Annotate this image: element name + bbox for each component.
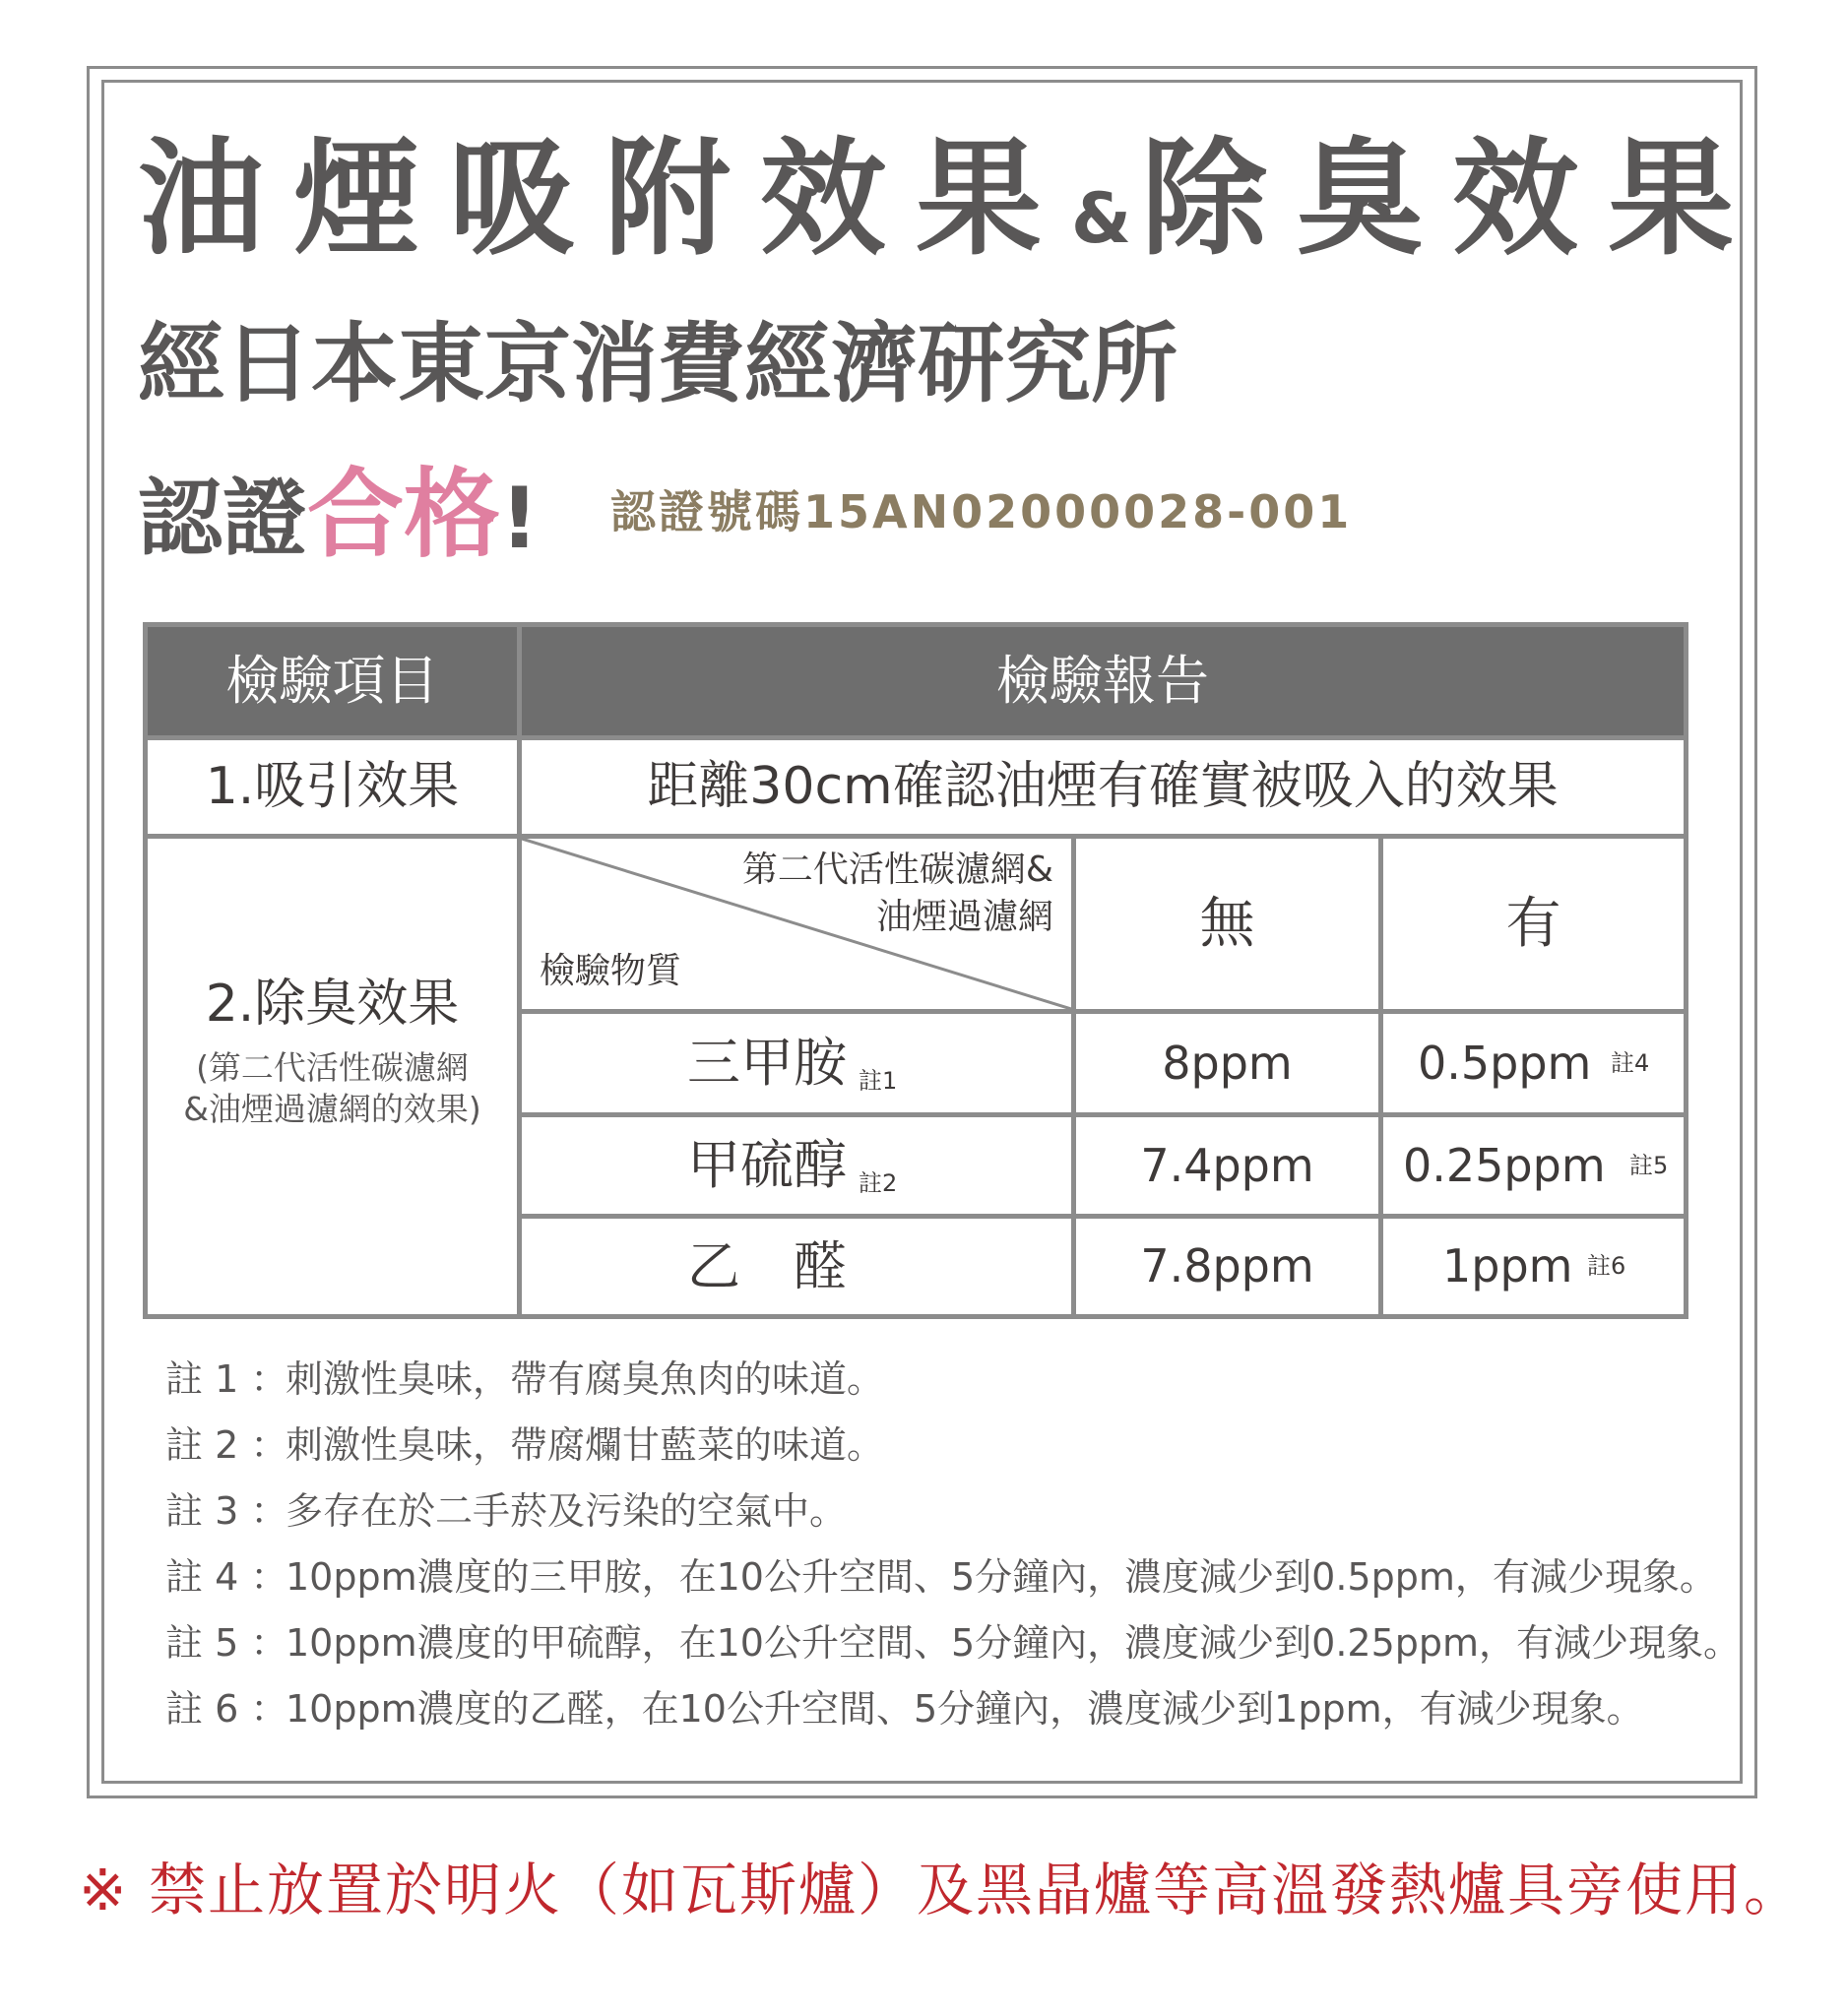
footnotes	[165, 1347, 1741, 1742]
cert-exclaim: !	[500, 470, 540, 568]
title-part2: 除臭效果	[1141, 126, 1764, 273]
footnote	[165, 1676, 1741, 1742]
substance-name: 三甲胺 註1	[687, 1032, 898, 1095]
value-without: 7.8ppm	[1140, 1239, 1314, 1292]
substance-name: 甲硫醇 註2	[687, 1134, 898, 1197]
subtitle: 經日本東京消費經濟研究所	[138, 313, 1178, 414]
substance-note: 註1	[859, 1067, 898, 1095]
cert-prefix: 認證	[138, 470, 307, 568]
title-part1: 油煙吸附效果	[138, 126, 1072, 273]
row1-result: 距離30cm確認油煙有確實被吸入的效果	[647, 757, 1559, 816]
footnote-label: 註 3 ：	[165, 1489, 288, 1533]
title-ampersand: &	[1071, 178, 1142, 259]
footnote-label: 註 1 ：	[165, 1357, 288, 1401]
footnote-text: 10ppm濃度的乙醛，在10公升空間、5分鐘內，濃度減少到1ppm，有減少現象。	[286, 1687, 1644, 1731]
cert-pass-highlight: 合格	[307, 459, 501, 571]
footnote-label: 註 4 ：	[165, 1555, 288, 1599]
certification-line	[138, 461, 539, 569]
footnote-text: 10ppm濃度的甲硫醇，在10公升空間、5分鐘內，濃度減少到0.25ppm，有減少現象。	[286, 1621, 1742, 1665]
value-with: 1ppm	[1442, 1239, 1573, 1292]
footnote-text: 刺激性臭味，帶腐爛甘藍菜的味道。	[286, 1423, 885, 1467]
header-item: 檢驗項目	[148, 627, 517, 735]
diag-top-line1: 第二代活性碳濾網&	[741, 850, 1053, 890]
footnote-label: 註 6 ：	[165, 1687, 288, 1731]
value-with-note: 註6	[1587, 1252, 1626, 1280]
value-with: 0.25ppm	[1403, 1139, 1606, 1192]
row1-item: 1.吸引效果	[205, 757, 460, 816]
warning-text: ※ 禁止放置於明火（如瓦斯爐）及黑晶爐等高溫發熱爐具旁使用。	[79, 1857, 1804, 1923]
page-title	[138, 126, 1763, 274]
substance-note: 註2	[859, 1169, 898, 1197]
diag-top-line2: 油煙過濾網	[875, 897, 1053, 937]
footnote	[165, 1610, 1741, 1676]
value-without: 8ppm	[1162, 1037, 1293, 1090]
footnote-text: 10ppm濃度的三甲胺，在10公升空間、5分鐘內，濃度減少到0.5ppm，有減少現象。	[286, 1555, 1717, 1599]
value-with-note: 註4	[1611, 1049, 1650, 1077]
footnote	[165, 1479, 1741, 1544]
substance-name: 乙 醛	[687, 1235, 847, 1297]
row2-item-note-line1: (第二代活性碳濾網	[196, 1048, 469, 1087]
diag-bottom: 檢驗物質	[540, 951, 682, 991]
col-without: 無	[1199, 892, 1255, 956]
footnote	[165, 1347, 1741, 1413]
footnote-label: 註 5 ：	[165, 1621, 288, 1665]
footnote-label: 註 2 ：	[165, 1423, 288, 1467]
footnote-text: 多存在於二手菸及污染的空氣中。	[286, 1489, 848, 1533]
cert-number: 認證號碼15AN02000028-001	[610, 485, 1353, 538]
row2-item-note-line2: &油煙過濾網的效果)	[183, 1090, 481, 1128]
value-with: 0.5ppm	[1418, 1037, 1592, 1090]
footnote	[165, 1544, 1741, 1610]
row2-item: 2.除臭效果	[205, 975, 460, 1034]
footnote	[165, 1413, 1741, 1479]
value-without: 7.4ppm	[1140, 1139, 1314, 1192]
footnote-text: 刺激性臭味，帶有腐臭魚肉的味道。	[286, 1357, 885, 1401]
header-report: 檢驗報告	[522, 627, 1684, 735]
col-with: 有	[1505, 892, 1561, 956]
value-with-note: 註5	[1629, 1152, 1669, 1179]
